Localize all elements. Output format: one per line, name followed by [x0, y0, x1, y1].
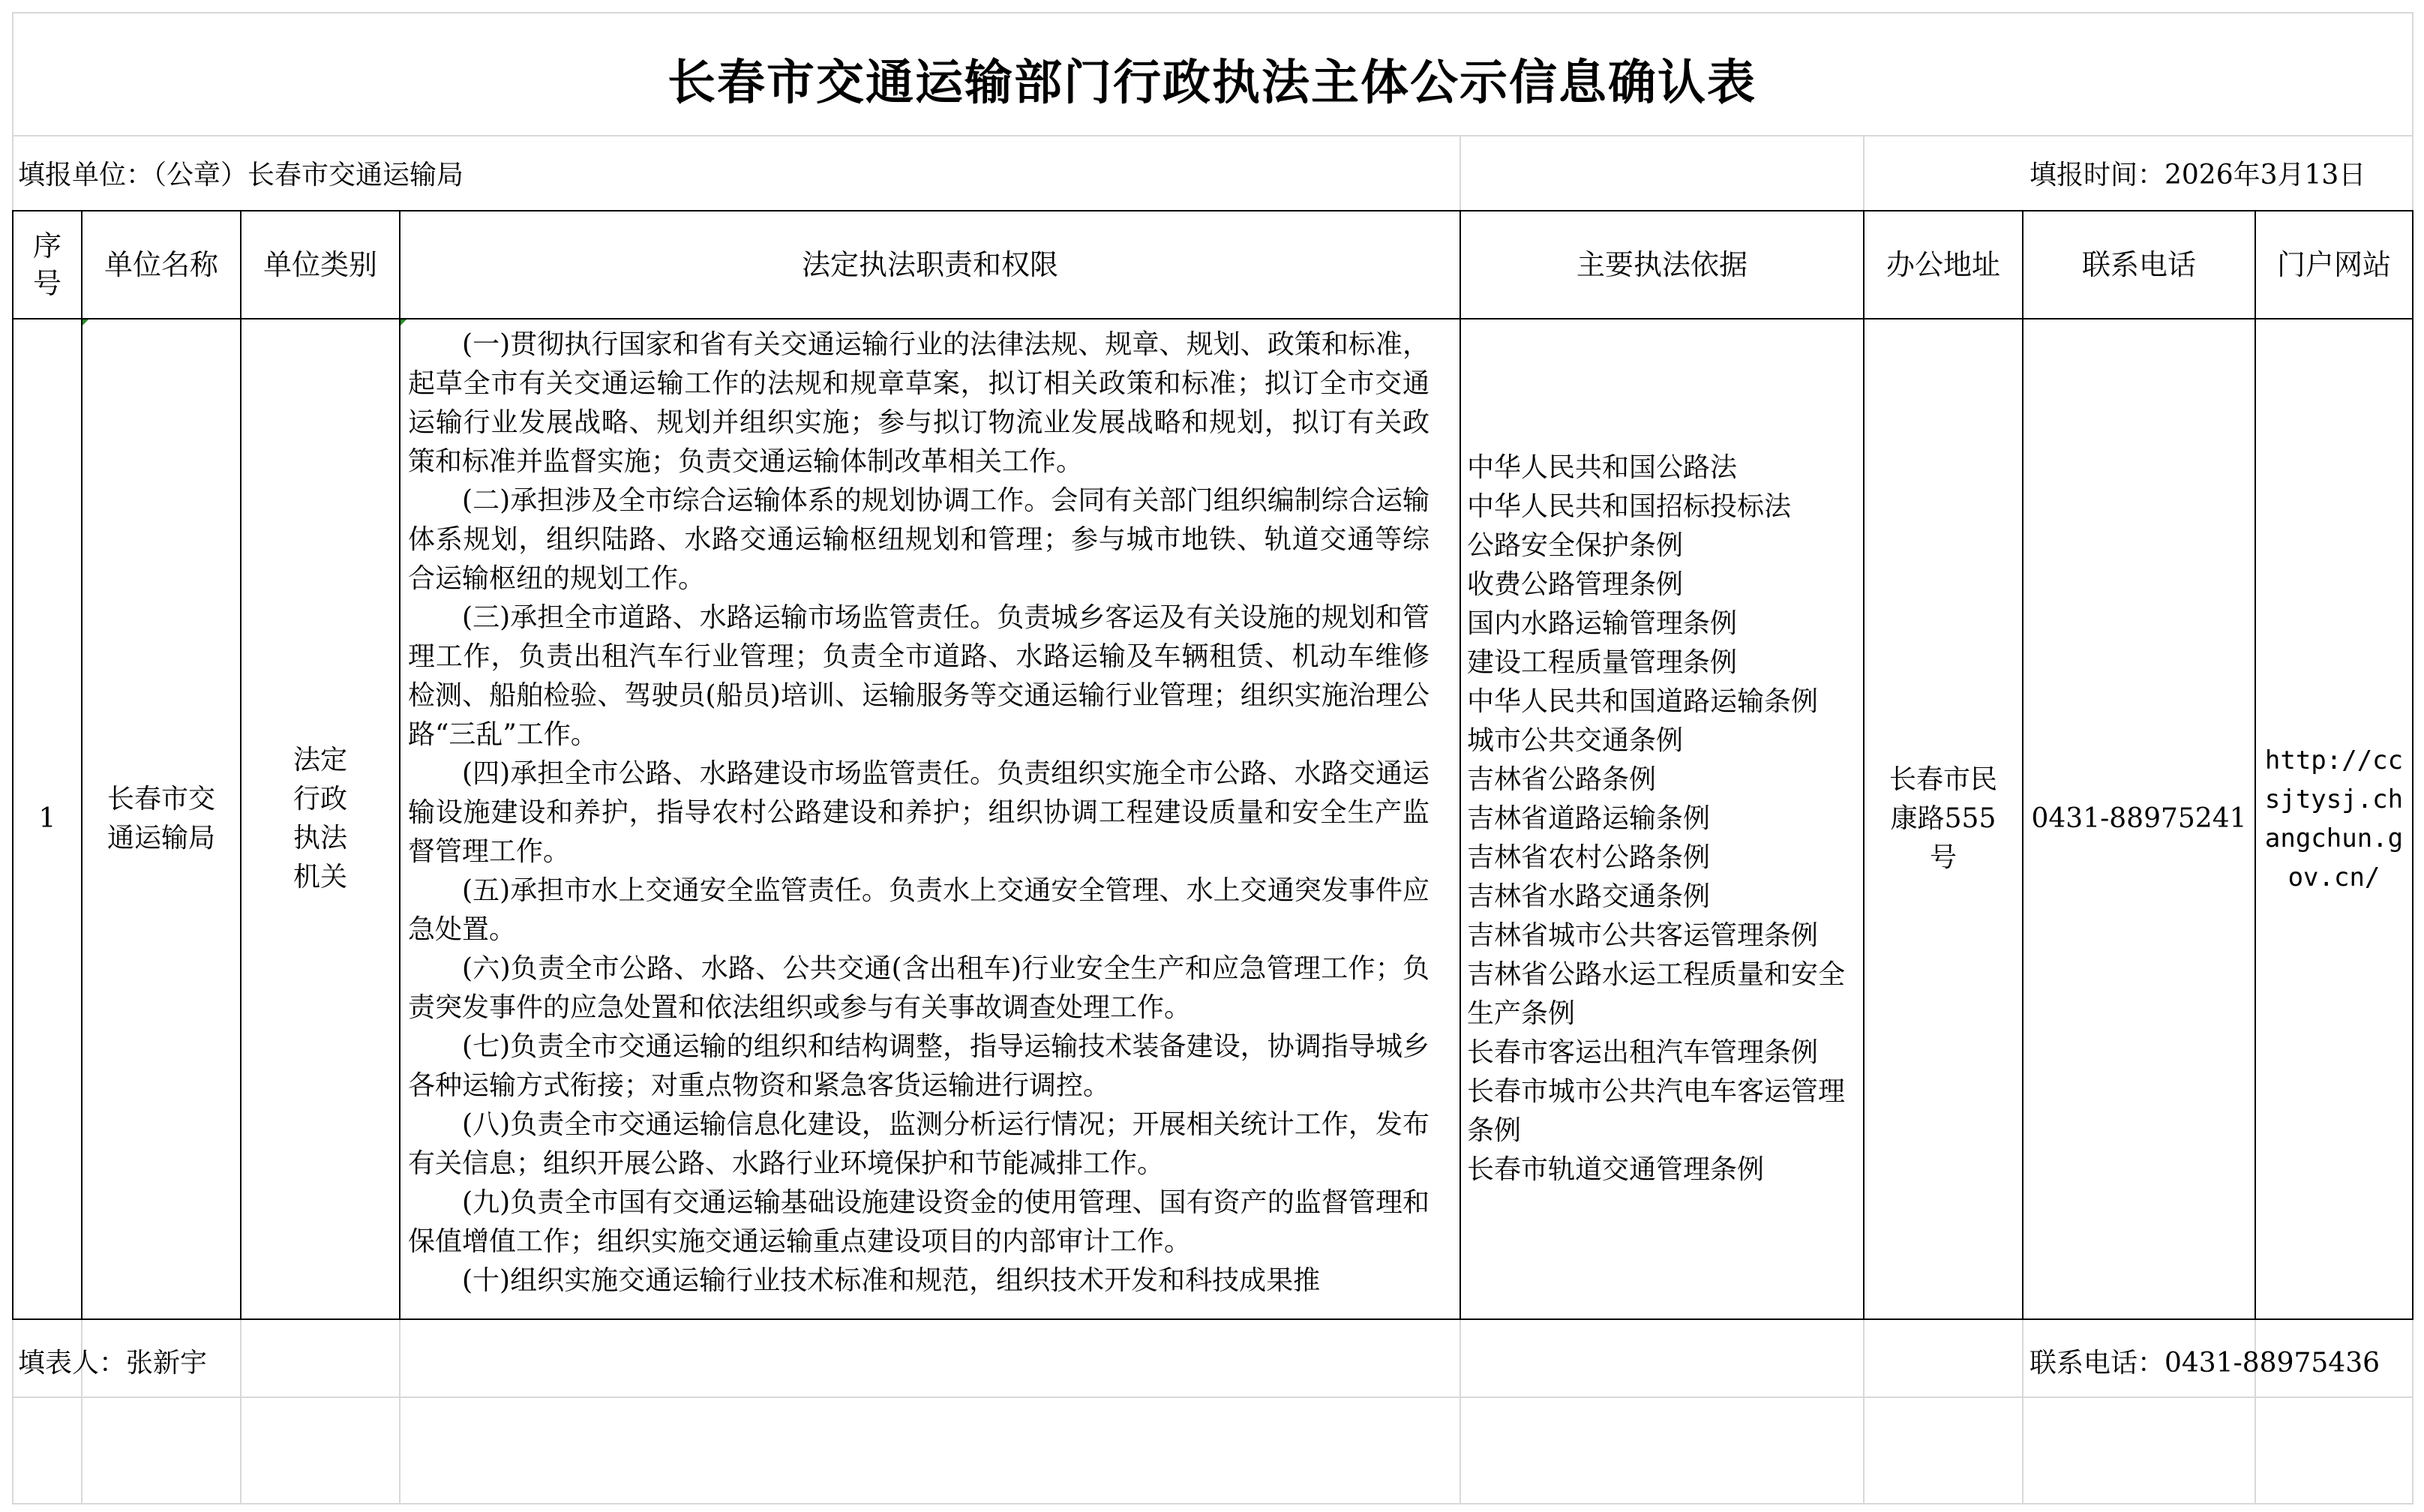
cell-comment-marker — [82, 320, 88, 326]
row-duties — [400, 319, 1460, 1319]
duty-paragraph: (七)负责全市交通运输的组织和结构调整，指导运输技术装备建设，协调指导城乡各种运输方式衔接；对重点物资和紧急客货运输进行调控。 — [408, 1031, 1430, 1101]
legal-basis-item: 中华人民共和国道路运输条例 — [1467, 686, 1819, 717]
filing-unit-label: 填报单位：（公章）长春市交通运输局 — [18, 159, 464, 190]
row-phone: 0431-88975241 — [2023, 319, 2255, 1319]
duty-paragraph: (四)承担全市公路、水路建设市场监管责任。负责组织实施全市公路、水路交通运输设施建设和养护，指导农村公路建设和养护；组织协调工程建设质量和安全生产监督管理工作。 — [408, 758, 1430, 867]
legal-basis-list — [1461, 448, 1863, 1190]
filing-date-label: 填报时间：2026年3月13日 — [2030, 159, 2366, 190]
duty-paragraph: (九)负责全市国有交通运输基础设施建设资金的使用管理、国有资产的监督管理和保值增值工作；组织实施交通运输重点建设项目的内部审计工作。 — [408, 1187, 1430, 1257]
row-address: 长春市民康路555号 — [1864, 319, 2023, 1319]
header-unit-name: 单位名称 — [82, 211, 241, 319]
duty-paragraph: (五)承担市水上交通安全监管责任。负责水上交通安全管理、水上交通突发事件应急处置。 — [408, 875, 1430, 945]
legal-basis-item: 吉林省水路交通条例 — [1467, 881, 1711, 912]
legal-basis-item: 国内水路运输管理条例 — [1467, 608, 1738, 639]
duty-paragraph: (一)贯彻执行国家和省有关交通运输行业的法律法规、规章、规划、政策和标准，起草全市有关交通运输工作的法规和规章草案，拟订相关政策和标准；拟订全市交通运输行业发展战略、规划并组织实施；参与拟订物流业发展战略和规划，拟订有关政策和标准并监督实施；负责交通运输体制改革相关工作。 — [408, 329, 1430, 477]
header-unit-type: 单位类别 — [241, 211, 400, 319]
legal-basis-item: 公路安全保护条例 — [1467, 530, 1684, 561]
legal-basis-item: 中华人民共和国公路法 — [1467, 452, 1738, 483]
header-no: 序号 — [13, 211, 82, 319]
legal-basis-item: 长春市城市公共汽电车客运管理条例 — [1467, 1076, 1846, 1146]
duty-paragraph: (八)负责全市交通运输信息化建设，监测分析运行情况；开展相关统计工作，发布有关信息；组织开展公路、水路行业环境保护和节能减排工作。 — [408, 1109, 1430, 1179]
duty-paragraph: (六)负责全市公路、水路、公共交通(含出租车)行业安全生产和应急管理工作；负责突发事件的应急处置和依法组织或参与有关事故调查处理工作。 — [408, 953, 1430, 1023]
page-title: 长春市交通运输部门行政执法主体公示信息确认表 — [668, 55, 1756, 111]
header-address: 办公地址 — [1864, 211, 2023, 319]
row-no: 1 — [13, 319, 82, 1319]
legal-basis-item: 长春市轨道交通管理条例 — [1467, 1154, 1765, 1185]
legal-basis-item: 吉林省公路水运工程质量和安全生产条例 — [1467, 959, 1846, 1029]
enforcement-info-table — [12, 210, 2414, 1320]
row-website: http://ccsjtysj.changchun.gov.cn/ — [2255, 319, 2413, 1319]
row-legal-basis — [1460, 319, 1864, 1319]
filler-label: 填表人：张新宇 — [18, 1347, 208, 1378]
row-unit-name: 长春市交通运输局 — [82, 319, 241, 1319]
duty-paragraph: (十)组织实施交通运输行业技术标准和规范，组织技术开发和科技成果推 — [462, 1265, 1321, 1296]
header-phone: 联系电话 — [2023, 211, 2255, 319]
legal-basis-item: 吉林省公路条例 — [1467, 764, 1657, 795]
duties-text — [400, 326, 1460, 1300]
legal-basis-item: 吉林省道路运输条例 — [1467, 803, 1711, 834]
header-website: 门户网站 — [2255, 211, 2413, 319]
duty-paragraph: (二)承担涉及全市综合运输体系的规划协调工作。会同有关部门组织编制综合运输体系规划，组织陆路、水路交通运输枢纽规划和管理；参与城市地铁、轨道交通等综合运输枢纽的规划工作。 — [408, 485, 1430, 594]
header-duties: 法定执法职责和权限 — [400, 211, 1460, 319]
legal-basis-item: 吉林省农村公路条例 — [1467, 842, 1711, 873]
row-unit-type: 法定行政执法机关 — [241, 319, 400, 1319]
duty-paragraph: (三)承担全市道路、水路运输市场监管责任。负责城乡客运及有关设施的规划和管理工作，负责出租汽车行业管理；负责全市道路、水路运输及车辆租赁、机动车维修检测、船舶检验、驾驶员(船员)培训、运输服务等交通运输行业管理；组织实施治理公路“三乱”工作。 — [408, 602, 1430, 750]
legal-basis-item: 吉林省城市公共客运管理条例 — [1467, 920, 1819, 951]
legal-basis-item: 收费公路管理条例 — [1467, 569, 1684, 600]
table-header-row — [13, 211, 2413, 319]
cell-comment-marker — [400, 320, 406, 326]
legal-basis-item: 中华人民共和国招标投标法 — [1467, 491, 1792, 522]
legal-basis-item: 建设工程质量管理条例 — [1467, 647, 1738, 678]
legal-basis-item: 长春市客运出租汽车管理条例 — [1467, 1037, 1819, 1068]
contact-phone-label: 联系电话：0431-88975436 — [2030, 1347, 2380, 1378]
table-row — [13, 319, 2413, 1319]
header-legal-basis: 主要执法依据 — [1460, 211, 1864, 319]
legal-basis-item: 城市公共交通条例 — [1467, 725, 1684, 756]
